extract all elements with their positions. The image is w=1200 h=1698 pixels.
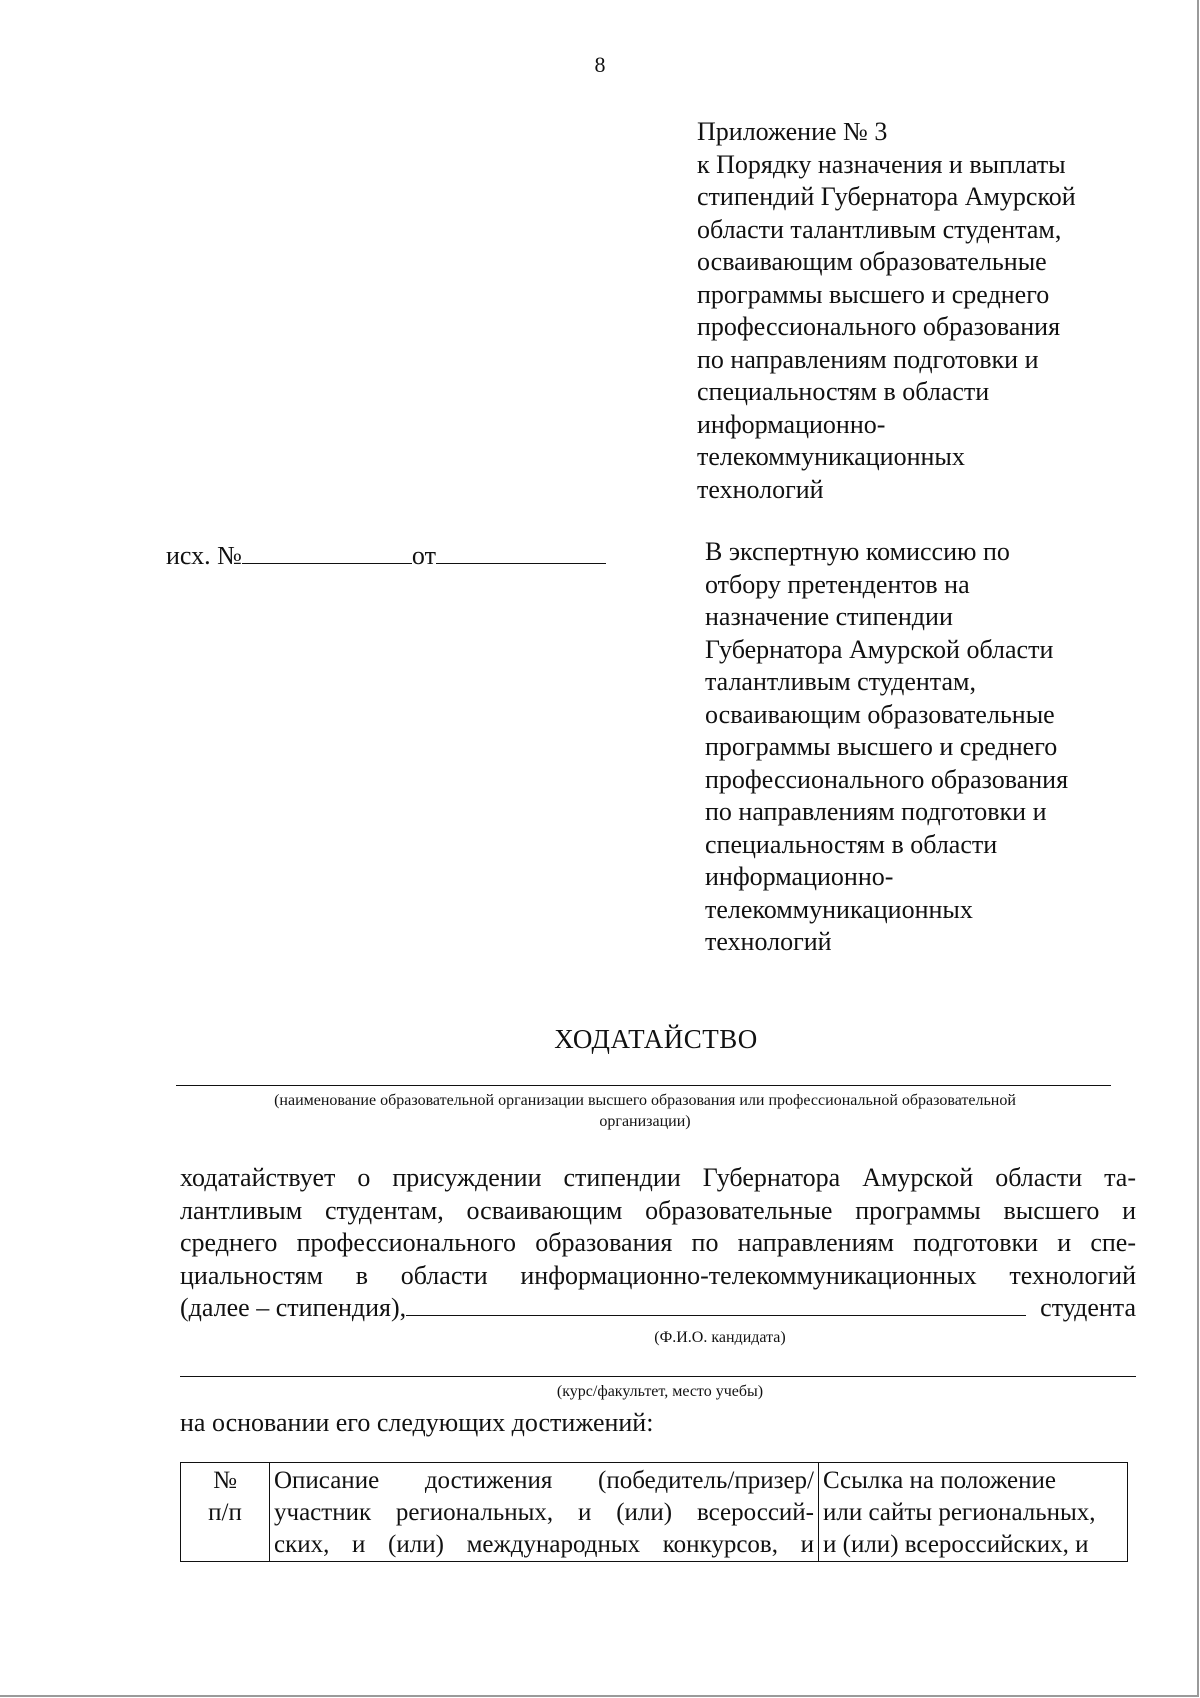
addressee-block: [705, 536, 1145, 959]
header-cell-description: [270, 1463, 819, 1562]
outgoing-number-label: исх. №: [166, 541, 242, 570]
addressee-line: технологий: [705, 927, 832, 956]
appendix-line: информационно-: [697, 409, 886, 439]
cell-line: ских, и (или) международных конкурсов, и: [274, 1531, 814, 1558]
outgoing-number-blank[interactable]: [242, 541, 412, 564]
org-caption-line: (наименование образовательной организации высшего образования или профессиональной образовательной: [274, 1092, 1016, 1109]
addressee-line: назначение стипендии: [705, 602, 953, 631]
appendix-line: по направлениям подготовки и: [697, 344, 1039, 374]
course-blank[interactable]: [180, 1376, 1136, 1377]
body-line: лантливым студентам, осваивающим образовательные программы высшего и: [180, 1195, 1136, 1225]
org-name-blank[interactable]: [176, 1085, 1111, 1086]
cell-line: и (или) всероссийских, и: [823, 1531, 1089, 1558]
appendix-line: профессионального образования: [697, 312, 1061, 341]
cell-line: или сайты региональных,: [823, 1499, 1096, 1526]
body-line: среднего профессионального образования по направлениям подготовки и спе-: [180, 1228, 1136, 1257]
cell-line: №: [213, 1467, 237, 1494]
addressee-line: отбору претендентов на: [705, 569, 970, 599]
course-caption: (курс/факультет, место учебы): [556, 1383, 764, 1400]
body-last-line-end: студента: [1040, 1293, 1136, 1322]
outgoing-number-line: [166, 540, 606, 572]
cell-line: Описание достижения (победитель/призер/: [274, 1467, 814, 1494]
addressee-line: Губернатора Амурской области: [705, 634, 1054, 664]
appendix-line: программы высшего и среднего: [697, 279, 1050, 309]
org-caption-line: организации): [599, 1113, 691, 1130]
achievements-table: [180, 1462, 1128, 1562]
org-name-caption: [140, 1090, 1150, 1132]
appendix-line: области талантливым студентам,: [697, 214, 1062, 244]
candidate-name-blank[interactable]: [406, 1293, 1026, 1316]
addressee-line: осваивающим образовательные: [705, 699, 1055, 729]
body-line: циальностям в области информационно-телекоммуникационных технологий: [180, 1260, 1136, 1290]
appendix-line: технологий: [697, 474, 824, 504]
achievements-intro: на основании его следующих достижений:: [180, 1408, 654, 1437]
cell-line: п/п: [208, 1499, 242, 1526]
addressee-line: информационно-: [705, 862, 894, 891]
page-number: 8: [594, 52, 606, 77]
document-title: ХОДАТАЙСТВО: [554, 1024, 758, 1054]
cell-line: Ссылка на положение: [823, 1467, 1056, 1494]
cell-line: участник региональных, и (или) всероссий-: [274, 1499, 814, 1526]
petition-body: [180, 1162, 1136, 1325]
appendix-line: специальностям в области: [697, 377, 990, 406]
body-line: ходатайствует о присуждении стипендии Губернатора Амурской области та-: [180, 1163, 1136, 1192]
addressee-line: специальностям в области: [705, 829, 998, 859]
header-cell-link: [819, 1463, 1128, 1562]
body-last-line-start: (далее – стипендия),: [180, 1293, 407, 1322]
outgoing-date-label: от: [411, 541, 436, 570]
addressee-line: В экспертную комиссию по: [705, 537, 1010, 566]
addressee-line: профессионального образования: [705, 764, 1069, 794]
appendix-line: телекоммуникационных: [697, 442, 965, 471]
appendix-line: Приложение № 3: [697, 117, 888, 146]
appendix-line: к Порядку назначения и выплаты: [697, 149, 1066, 179]
addressee-line: телекоммуникационных: [705, 894, 973, 924]
addressee-line: по направлениям подготовки и: [705, 797, 1047, 826]
appendix-header: [697, 116, 1137, 506]
appendix-line: стипендий Губернатора Амурской: [697, 182, 1076, 211]
outgoing-date-blank[interactable]: [436, 541, 606, 564]
header-cell-number: [181, 1463, 270, 1562]
addressee-line: программы высшего и среднего: [705, 732, 1058, 761]
addressee-line: талантливым студентам,: [705, 667, 976, 696]
fio-caption: (Ф.И.О. кандидата): [654, 1329, 786, 1346]
body-last-line: [180, 1292, 1136, 1325]
appendix-line: осваивающим образовательные: [697, 247, 1047, 276]
table-header-row: [181, 1463, 1128, 1562]
